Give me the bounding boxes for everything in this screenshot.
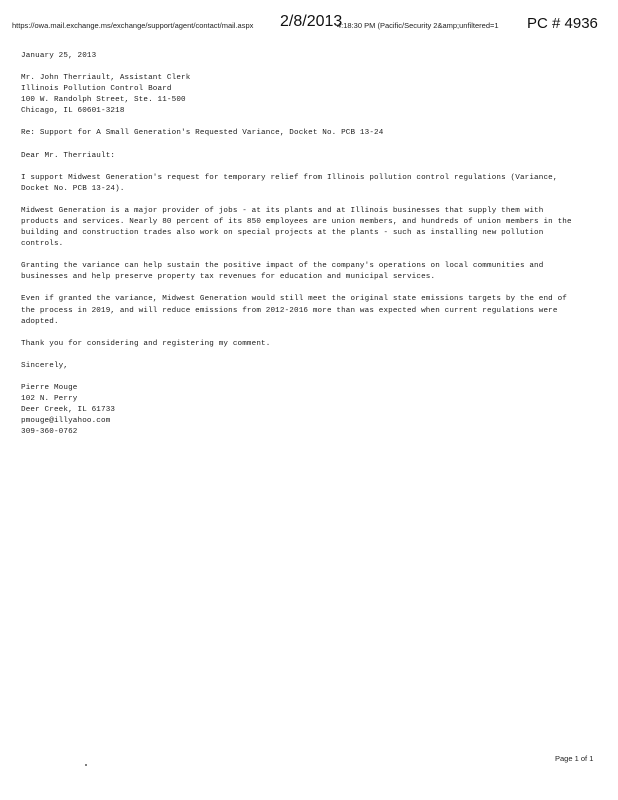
sender-phone: 309-360-0762 [21, 428, 78, 437]
sender-name: Pierre Mouge [21, 383, 78, 392]
recipient-name: Mr. John Therriault, Assistant Clerk [21, 74, 191, 83]
salutation: Dear Mr. Therriault: [21, 151, 116, 160]
recipient-street: 100 W. Randolph Street, Ste. 11-500 [21, 96, 186, 105]
scan-speck [85, 764, 87, 766]
header-timestamp: 4:18:30 PM (Pacific/Security 2&amp;unfiltered=1 [337, 21, 499, 30]
closing: Sincerely, [21, 361, 69, 370]
letter-date: January 25, 2013 [21, 52, 97, 60]
paragraph-5: Thank you for considering and registering my comment. [21, 339, 271, 348]
paragraph-2: Midwest Generation is a major provider of jobs - at its plants and at Illinois businesses that supply them with products and services. Nearly 80 percent of its 850 employees are union members, and hundreds of union members in the building and construction trades also work on special projects at the plants - such as installing new pollution controls. [21, 206, 572, 249]
paragraph-1: I support Midwest Generation's request for temporary relief from Illinois pollution control regulations (Variance, Docket No. PCB 13-24). [21, 173, 558, 193]
header-url: https://owa.mail.exchange.ms/exchange/support/agent/contact/mail.aspx [12, 21, 254, 30]
subject-line: Re: Support for A Small Generation's Requested Variance, Docket No. PCB 13-24 [21, 129, 384, 138]
paragraph-3: Granting the variance can help sustain the positive impact of the company's operations on local communities and businesses and help preserve property tax revenues for education and municipal services. [21, 262, 544, 282]
page-number: Page 1 of 1 [555, 754, 594, 763]
public-comment-number: PC # 4936 [527, 15, 598, 32]
recipient-org: Illinois Pollution Control Board [21, 85, 172, 94]
header-date: 2/8/2013 [280, 13, 343, 30]
sender-city: Deer Creek, IL 61733 [21, 406, 116, 415]
sender-street: 102 N. Perry [21, 394, 78, 403]
paragraph-4: Even if granted the variance, Midwest Generation would still meet the original state emissions targets by the end of the process in 2019, and will reduce emissions from 2012-2016 more than was expected when current regulations were adopted. [21, 295, 568, 326]
sender-email: pmouge@illyahoo.com [21, 417, 111, 426]
letter-body [21, 51, 581, 438]
recipient-city: Chicago, IL 60601-3218 [21, 107, 125, 116]
